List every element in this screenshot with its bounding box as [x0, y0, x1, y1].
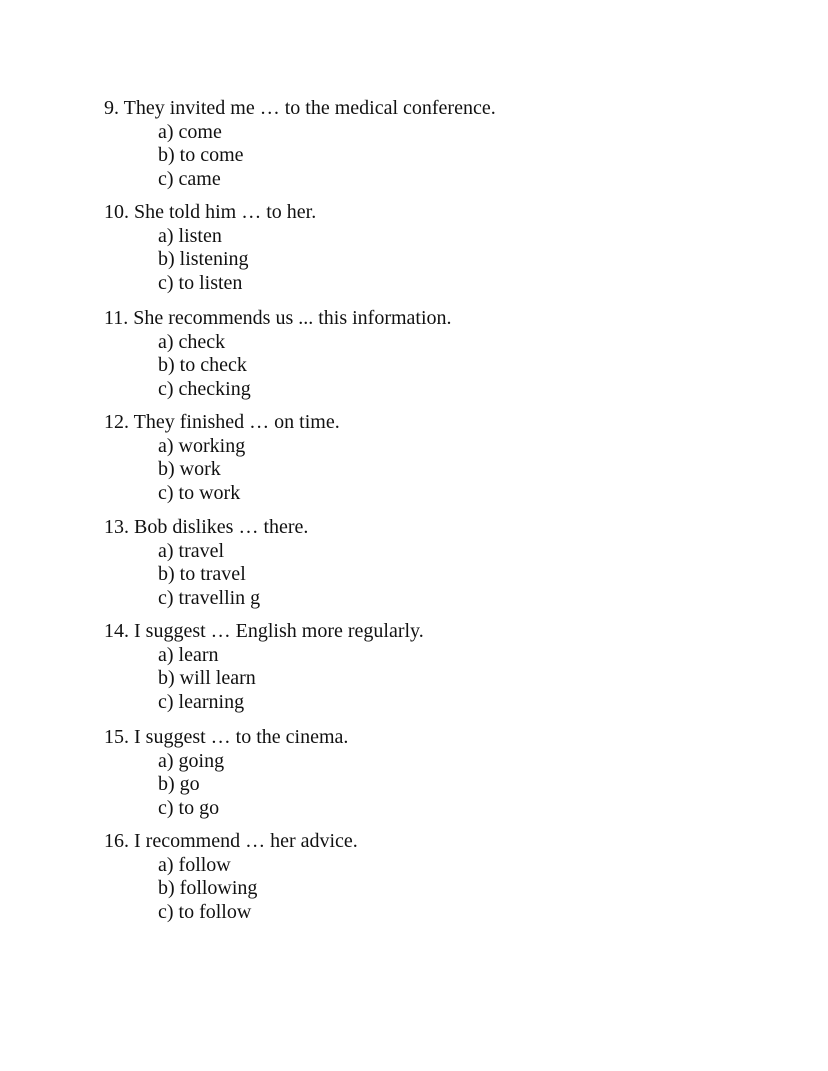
answer-option: b) to travel [158, 563, 246, 585]
answer-option: c) checking [158, 377, 251, 400]
question-block [104, 516, 308, 610]
question-text: 13. Bob dislikes … there. [104, 516, 309, 538]
answer-option: b) will learn [158, 667, 256, 689]
answer-option: b) to check [158, 354, 247, 376]
question-text: 15. I suggest … to the cinema. [104, 726, 349, 748]
answer-option: b) work [158, 458, 221, 480]
question-block [104, 201, 316, 295]
answer-option: c) to follow [158, 900, 252, 923]
question-block [104, 307, 452, 401]
answer-option: c) to listen [158, 271, 243, 294]
answer-option: a) learn [158, 643, 219, 666]
question-text: 16. I recommend … her advice. [104, 830, 358, 852]
answer-option: a) going [158, 749, 225, 772]
answer-option: a) follow [158, 853, 231, 876]
answer-option: a) listen [158, 224, 222, 247]
answer-option: c) to work [158, 481, 241, 504]
question-block [104, 830, 358, 924]
question-block [104, 726, 348, 820]
answer-option: a) travel [158, 539, 225, 562]
answer-option: c) learning [158, 690, 245, 713]
answer-option: b) to come [158, 144, 244, 166]
question-text: 14. I suggest … English more regularly. [104, 620, 424, 642]
question-block [104, 620, 424, 714]
answer-option: b) go [158, 773, 200, 795]
question-block [104, 411, 340, 505]
question-text: 11. She recommends us ... this information. [104, 307, 452, 329]
question-text: 12. They finished … on time. [104, 411, 340, 433]
question-text: 10. She told him … to her. [104, 201, 317, 223]
question-text: 9. They invited me … to the medical conference. [104, 97, 496, 119]
answer-option: c) came [158, 167, 221, 190]
answer-option: a) working [158, 434, 246, 457]
question-block [104, 97, 496, 191]
answer-option: b) listening [158, 248, 249, 270]
answer-option: c) travellin g [158, 586, 261, 609]
answer-option: c) to go [158, 796, 220, 819]
answer-option: a) come [158, 120, 222, 143]
answer-option: a) check [158, 330, 226, 353]
answer-option: b) following [158, 877, 258, 899]
